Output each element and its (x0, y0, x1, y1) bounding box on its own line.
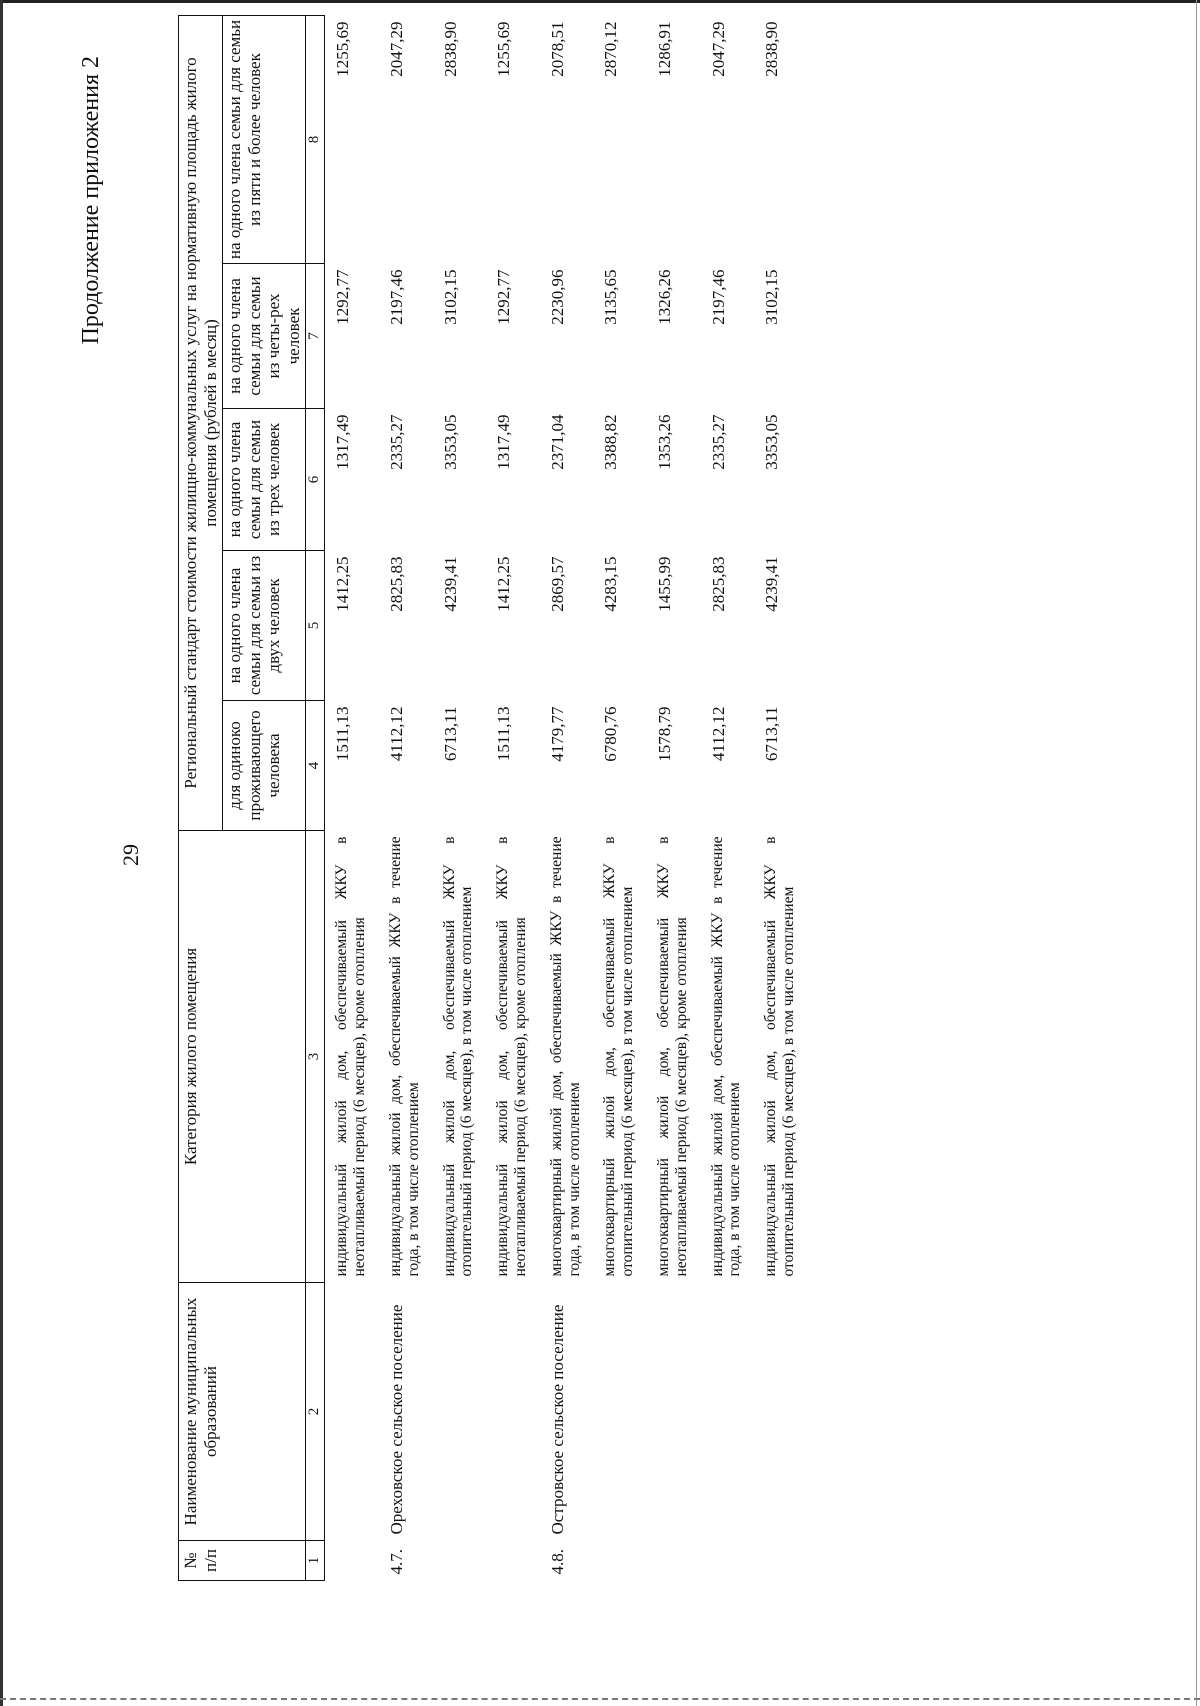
header-row-1 (179, 15, 223, 1580)
row-value-col5: 2825,83 (708, 556, 728, 612)
column-number: 6 (306, 409, 325, 551)
column-number: 1 (306, 1541, 325, 1581)
row-num (433, 1541, 487, 1581)
page-number: 29 (118, 844, 143, 866)
row-value-col4: 1511,13 (333, 706, 353, 762)
row-municipality (701, 1283, 755, 1541)
row-category: индивидуальный жилой дом, обеспечиваемый ЖКУ в течение года, в том числе отоплением (386, 836, 422, 1277)
row-value-col6: 3353,05 (762, 414, 782, 470)
row-value-col8: 1255,69 (494, 21, 514, 77)
row-value-col8: 1286,91 (655, 21, 675, 77)
row-value-col4: 1578,79 (655, 706, 675, 762)
row-value-col4: 1511,13 (494, 706, 514, 762)
row-municipality: Ореховское сельское поселение (386, 1304, 406, 1535)
row-num (701, 1541, 755, 1581)
row-value-col7: 2197,46 (708, 269, 728, 325)
header-col8: на одного члена семьи для семьи из пяти и более человек (223, 15, 306, 263)
row-value-col6: 3353,05 (440, 414, 460, 470)
header-num: № п/п (179, 1541, 306, 1581)
table-row (754, 15, 808, 1580)
row-value-col7: 3135,65 (601, 269, 621, 325)
row-category: многоквартирный жилой дом, обеспечиваемый ЖКУ в неотапливаемый период (6 месяцев), кроме отопления (655, 836, 690, 1277)
table-row (647, 15, 701, 1580)
row-value-col6: 3388,82 (601, 414, 621, 470)
column-number-row (306, 15, 325, 1580)
table-row (486, 15, 540, 1580)
row-category: индивидуальный жилой дом, обеспечиваемый ЖКУ в неотапливаемый период (6 месяцев), кроме отопления (494, 836, 529, 1277)
row-municipality (647, 1283, 701, 1541)
column-number: 8 (306, 15, 325, 263)
row-municipality (754, 1283, 808, 1541)
row-value-col5: 4239,41 (762, 556, 782, 612)
row-municipality (325, 1283, 379, 1541)
row-value-col7: 3102,15 (440, 269, 460, 325)
header-col5: на одного члена семьи для семьи из двух человек (223, 551, 306, 701)
row-value-col6: 1317,49 (333, 414, 353, 470)
row-value-col8: 2870,12 (601, 21, 621, 77)
row-num (486, 1541, 540, 1581)
row-value-col7: 1292,77 (333, 269, 353, 325)
table-row (593, 15, 647, 1580)
row-num (754, 1541, 808, 1581)
row-value-col6: 2371,04 (547, 414, 567, 470)
row-value-col5: 1455,99 (655, 556, 675, 612)
table-row (433, 15, 487, 1580)
row-value-col5: 2825,83 (386, 556, 406, 612)
row-municipality (433, 1283, 487, 1541)
row-municipality (593, 1283, 647, 1541)
row-category: индивидуальный жилой дом, обеспечиваемый ЖКУ в неотапливаемый период (6 месяцев), кроме отопления (333, 836, 369, 1277)
column-number: 3 (306, 831, 325, 1283)
row-value-col8: 2047,29 (386, 21, 406, 77)
row-num (593, 1541, 647, 1581)
row-category: индивидуальный жилой дом, обеспечиваемый ЖКУ в отопительный период (6 месяцев), в том числе отоплением (762, 836, 798, 1277)
housing-cost-table (178, 15, 808, 1581)
row-value-col5: 1412,25 (333, 556, 353, 612)
row-municipality: Островское сельское поселение (547, 1304, 567, 1535)
header-category: Категория жилого помещения (179, 831, 306, 1283)
row-num: 4.8. (547, 1549, 567, 1575)
header-standard-group: Региональный стандарт стоимости жилищно-коммунальных услуг на нормативную площадь жилого помещения (рублей в месяц) (179, 15, 223, 830)
table-row (701, 15, 755, 1580)
row-value-col7: 2197,46 (386, 269, 406, 325)
row-value-col8: 2838,90 (440, 21, 460, 77)
row-value-col7: 3102,15 (762, 269, 782, 325)
row-value-col5: 4283,15 (601, 556, 621, 612)
header-municipality: Наименование муниципальных образований (179, 1283, 306, 1541)
row-value-col8: 2078,51 (547, 21, 567, 77)
row-value-col6: 1353,26 (655, 414, 675, 470)
column-number: 2 (306, 1283, 325, 1541)
row-municipality (486, 1283, 540, 1541)
row-category: многоквартирный жилой дом, обеспечиваемый ЖКУ в течение года, в том числе отоплением (547, 836, 583, 1277)
row-category: индивидуальный жилой дом, обеспечиваемый ЖКУ в отопительный период (6 месяцев), в том числе отоплением (440, 836, 476, 1277)
row-value-col4: 4112,12 (708, 706, 728, 762)
row-value-col8: 2838,90 (762, 21, 782, 77)
row-value-col7: 2230,96 (547, 269, 567, 325)
column-number: 5 (306, 551, 325, 701)
row-value-col6: 1317,49 (494, 414, 514, 470)
row-num (325, 1541, 379, 1581)
row-category: индивидуальный жилой дом, обеспечиваемый ЖКУ в течение года, в том числе отоплением (708, 836, 744, 1277)
table-row (379, 15, 433, 1580)
header-col7: на одного члена семьи для семьи из четы-рех человек (223, 264, 306, 409)
column-number: 4 (306, 701, 325, 831)
table-row (325, 15, 379, 1580)
table-row (540, 15, 594, 1580)
row-value-col5: 4239,41 (440, 556, 460, 612)
header-col6: на одного члена семьи для семьи из трех человек (223, 409, 306, 551)
row-value-col6: 2335,27 (386, 414, 406, 470)
row-category: многоквартирный жилой дом, обеспечиваемый ЖКУ в отопительный период (6 месяцев), в том числе отоплением (601, 836, 637, 1277)
row-value-col7: 1292,77 (494, 269, 514, 325)
row-value-col4: 6713,11 (440, 706, 460, 762)
row-value-col7: 1326,26 (655, 269, 675, 325)
row-value-col8: 1255,69 (333, 21, 353, 77)
row-value-col6: 2335,27 (708, 414, 728, 470)
row-value-col4: 6713,11 (762, 706, 782, 762)
header-col4: для одиноко проживающего человека (223, 701, 306, 831)
row-value-col4: 4179,77 (547, 706, 567, 762)
row-value-col5: 1412,25 (494, 556, 514, 612)
row-value-col4: 4112,12 (386, 706, 406, 762)
row-num: 4.7. (386, 1549, 406, 1575)
row-value-col5: 2869,57 (547, 556, 567, 612)
row-value-col8: 2047,29 (708, 21, 728, 77)
column-number: 7 (306, 264, 325, 409)
row-num (647, 1541, 701, 1581)
row-value-col4: 6780,76 (601, 706, 621, 762)
appendix-caption: Продолжение приложения 2 (78, 56, 104, 345)
